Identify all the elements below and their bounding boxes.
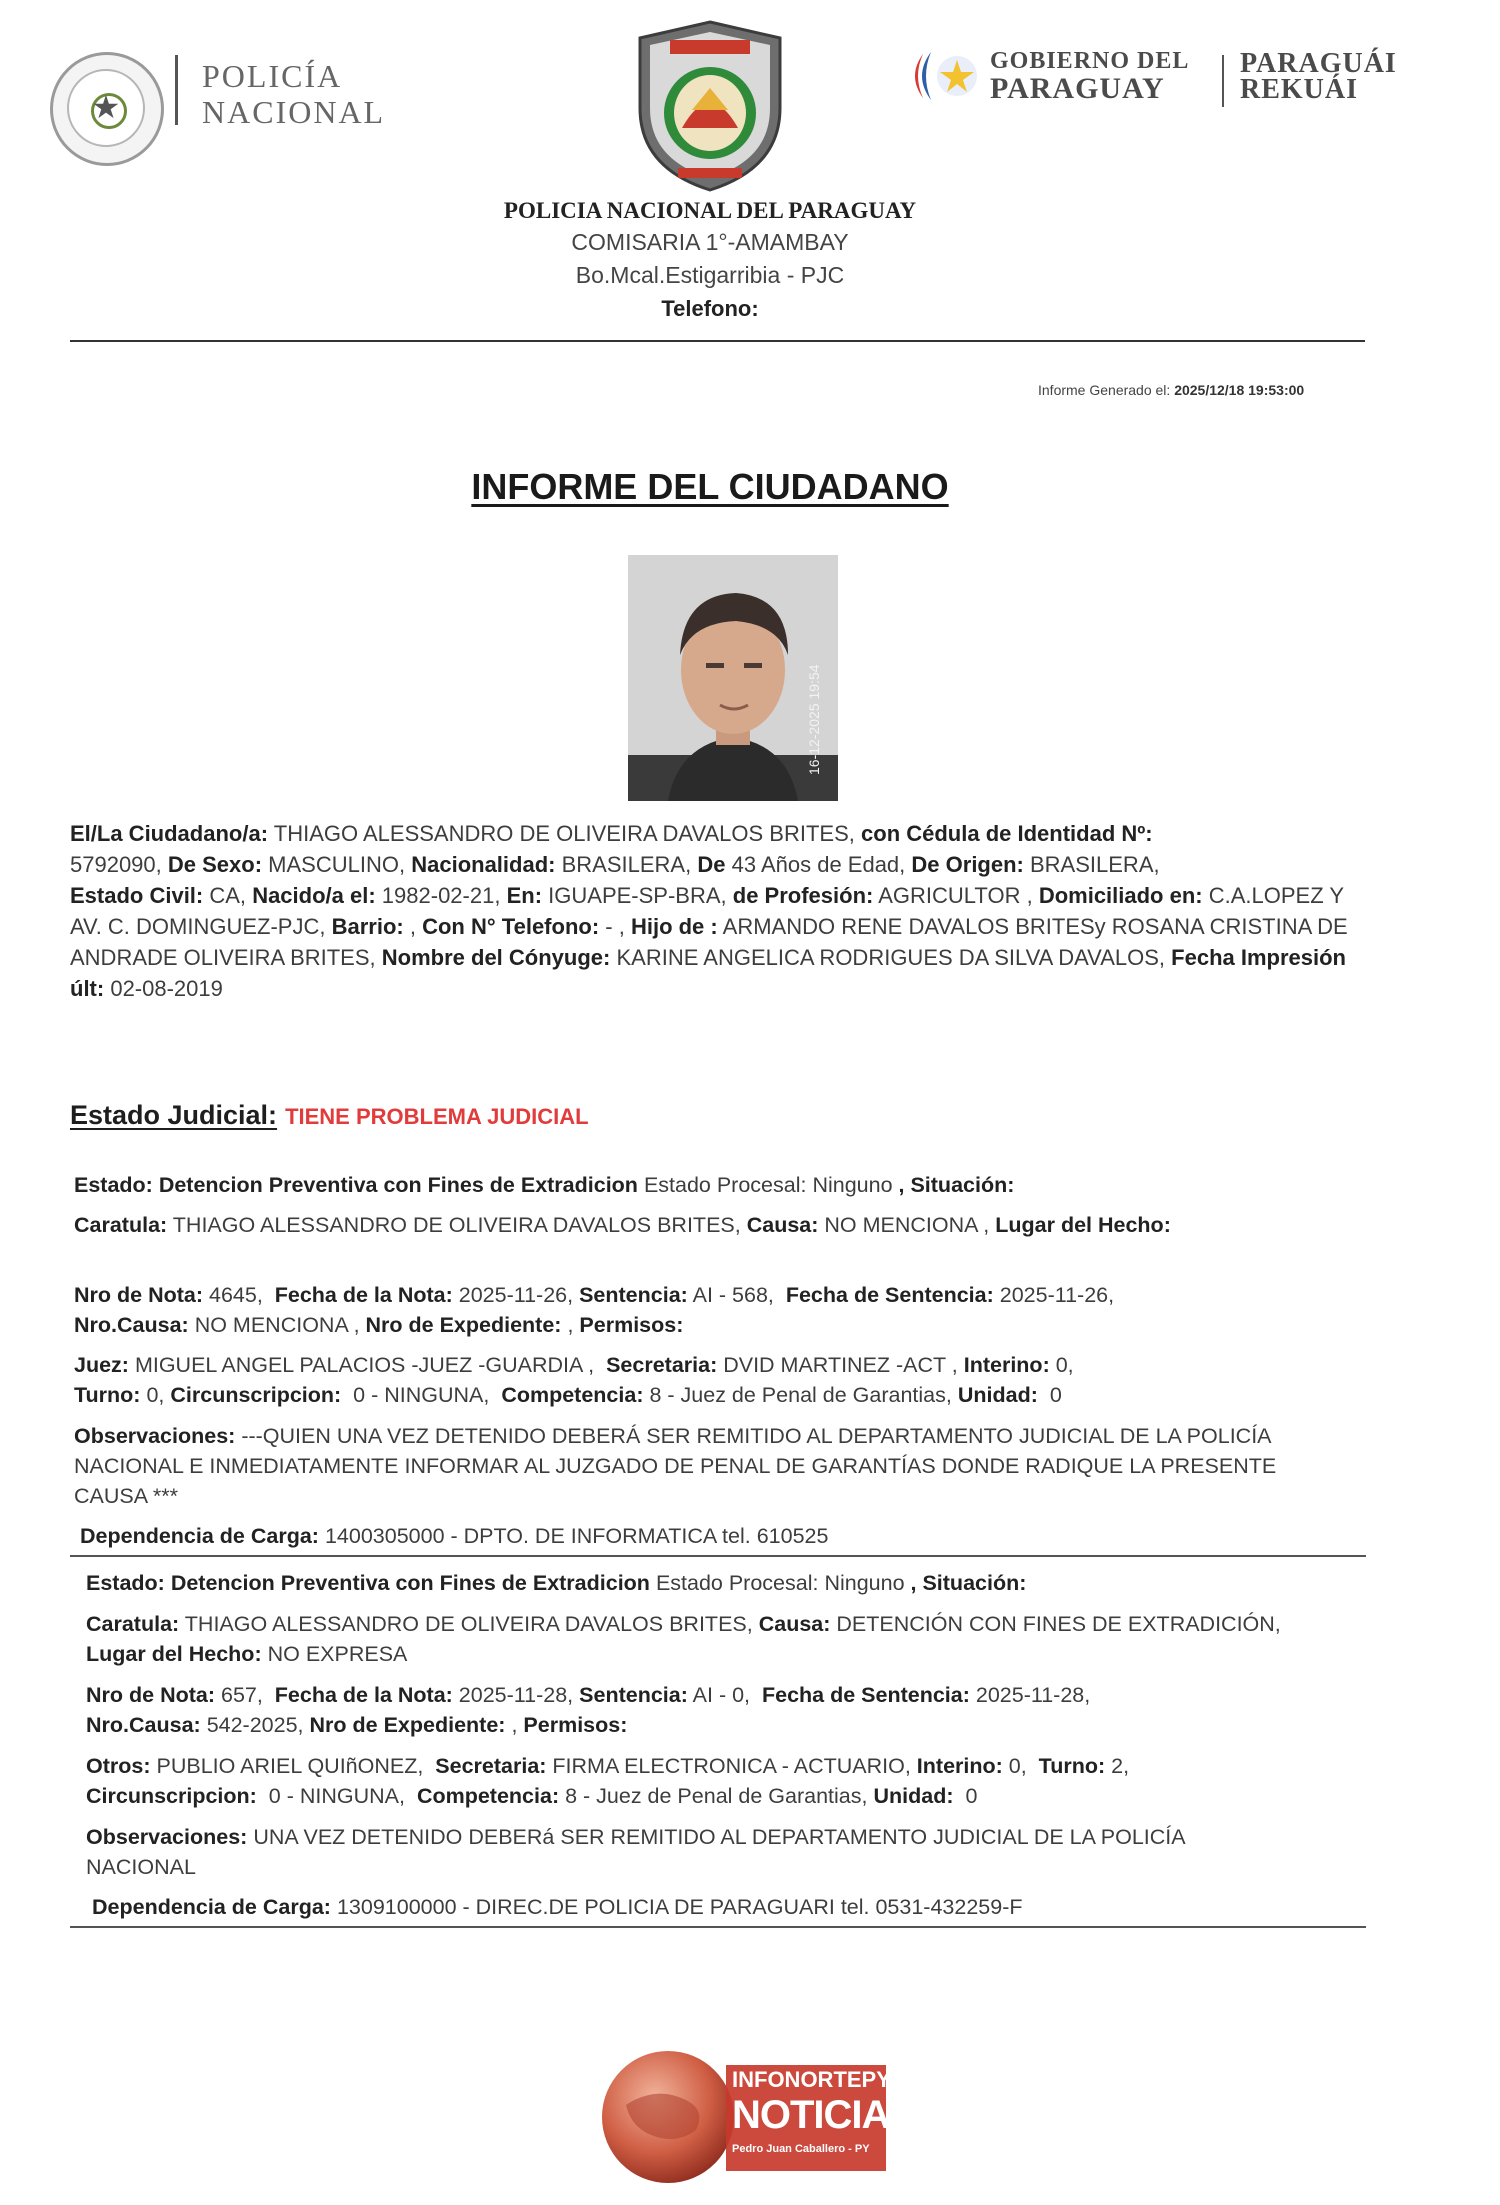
label-dependencia: Dependencia de Carga:	[80, 1524, 319, 1548]
record-causa: DETENCIÓN CON FINES DE EXTRADICIÓN,	[836, 1612, 1281, 1636]
label-circunscripcion: Circunscripcion:	[86, 1784, 257, 1808]
label-origin: De Origen:	[911, 852, 1024, 877]
label-unidad: Unidad:	[873, 1784, 954, 1808]
record-separator	[70, 1926, 1366, 1928]
gov-divider	[1222, 55, 1224, 107]
label-civil: Estado Civil:	[70, 883, 204, 908]
document-title: INFORME DEL CIUDADANO	[471, 466, 949, 507]
citizen-place: IGUAPE-SP-BRA,	[548, 883, 727, 908]
header-address: Bo.Mcal.Estigarribia - PJC	[575, 262, 845, 288]
citizen-nationality: BRASILERA,	[561, 852, 692, 877]
citizen-photo	[628, 555, 838, 801]
label-turno: Turno:	[74, 1383, 141, 1407]
record-secretaria: DVID MARTINEZ -ACT ,	[723, 1353, 958, 1377]
label-observaciones: Observaciones:	[86, 1825, 248, 1849]
label-circunscripcion: Circunscripcion:	[170, 1383, 342, 1407]
record-fecha-sentencia: 2025-11-26,	[999, 1283, 1115, 1307]
record-fecha-nota: 2025-11-28,	[458, 1683, 574, 1707]
record-juez: MIGUEL ANGEL PALACIOS -JUEZ -GUARDIA ,	[134, 1353, 595, 1377]
citizen-age: 43 Años de Edad,	[731, 852, 906, 877]
label-interino: Interino:	[963, 1353, 1050, 1377]
record-nota: 4645,	[208, 1283, 263, 1307]
label-competencia: Competencia:	[416, 1784, 560, 1808]
record-nro-causa: NO MENCIONA ,	[194, 1313, 360, 1337]
label-secretaria: Secretaria:	[435, 1754, 547, 1778]
record-competencia: 8 - Juez de Penal de Garantias,	[565, 1784, 868, 1808]
record-fecha-nota: 2025-11-26,	[458, 1283, 574, 1307]
gov-name-line1: GOBIERNO DEL	[990, 48, 1190, 74]
label-expediente: Nro de Expediente:	[309, 1713, 506, 1737]
citizen-ci: 5792090,	[70, 852, 162, 877]
org-name-line1: POLICÍA	[202, 58, 343, 94]
label-estado: Estado:	[86, 1571, 165, 1595]
record-caratula: THIAGO ALESSANDRO DE OLIVEIRA DAVALOS BRITES,	[172, 1213, 741, 1237]
record-fecha-sentencia: 2025-11-28,	[975, 1683, 1091, 1707]
citizen-details	[70, 818, 1370, 1004]
label-de: De	[697, 852, 726, 877]
label-fecha-nota: Fecha de la Nota:	[274, 1683, 453, 1707]
national-seal-icon: ★	[50, 52, 164, 166]
label-unidad: Unidad:	[957, 1383, 1038, 1407]
label-caratula: Caratula:	[86, 1612, 180, 1636]
news-logo	[596, 2045, 916, 2185]
citizen-name: THIAGO ALESSANDRO DE OLIVEIRA DAVALOS BRITES,	[273, 821, 855, 846]
label-nationality: Nacionalidad:	[411, 852, 556, 877]
record-1-caratula	[74, 1210, 1294, 1240]
record-lugar: NO EXPRESA	[267, 1642, 408, 1666]
logo-line1: INFONORTEPY	[732, 2067, 891, 2092]
record-procesal: Estado Procesal: Ninguno	[643, 1173, 893, 1197]
record-secretaria: FIRMA ELECTRONICA - ACTUARIO,	[552, 1754, 911, 1778]
header-rule	[70, 340, 1365, 342]
record-nro-causa: 542-2025,	[206, 1713, 304, 1737]
label-secretaria: Secretaria:	[606, 1353, 718, 1377]
record-sentencia: AI - 0,	[692, 1683, 751, 1707]
record-1-juez	[74, 1350, 1364, 1410]
label-nota: Nro de Nota:	[74, 1283, 203, 1307]
label-otros: Otros:	[86, 1754, 151, 1778]
record-dependencia: 1400305000 - DPTO. DE INFORMATICA tel. 610525	[324, 1524, 829, 1548]
header-title: POLICIA NACIONAL DEL PARAGUAY	[503, 198, 917, 223]
generated-timestamp	[1038, 382, 1304, 398]
citizen-profession: AGRICULTOR ,	[878, 883, 1033, 908]
label-fecha-nota: Fecha de la Nota:	[274, 1283, 453, 1307]
label-estado: Estado:	[74, 1173, 153, 1197]
label-interino: Interino:	[916, 1754, 1003, 1778]
record-circunscripcion: 0 - NINGUNA,	[268, 1784, 405, 1808]
label-fecha-sentencia: Fecha de Sentencia:	[785, 1283, 994, 1307]
generated-label: Informe Generado el:	[1038, 382, 1171, 398]
label-fecha-sentencia: Fecha de Sentencia:	[761, 1683, 970, 1707]
label-caratula: Caratula:	[74, 1213, 168, 1237]
citizen-phone: - ,	[605, 914, 625, 939]
label-sentencia: Sentencia:	[579, 1283, 688, 1307]
record-caratula: THIAGO ALESSANDRO DE OLIVEIRA DAVALOS BRITES,	[184, 1612, 753, 1636]
record-sentencia: AI - 568,	[692, 1283, 774, 1307]
label-born: Nacido/a el:	[252, 883, 376, 908]
paraguay-flag-icon	[905, 50, 985, 102]
citizen-origin: BRASILERA,	[1030, 852, 1160, 877]
label-lugar: Lugar del Hecho:	[995, 1213, 1171, 1237]
label-nota: Nro de Nota:	[86, 1683, 215, 1707]
record-nota: 657,	[220, 1683, 263, 1707]
judicial-status	[70, 1100, 589, 1131]
record-2-estado	[86, 1568, 1366, 1598]
brand-line2: REKUÁI	[1240, 74, 1359, 105]
label-situacion: , Situación:	[910, 1571, 1027, 1595]
judicial-status-label: Estado Judicial:	[70, 1100, 278, 1130]
record-interino: 0,	[1055, 1353, 1074, 1377]
label-sentencia: Sentencia:	[579, 1683, 688, 1707]
photo-timestamp: 16-12-2025 19:54	[806, 664, 822, 775]
label-barrio: Barrio:	[331, 914, 404, 939]
record-otros: PUBLIO ARIEL QUIñONEZ,	[156, 1754, 424, 1778]
citizen-born: 1982-02-21,	[381, 883, 501, 908]
label-citizen: El/La Ciudadano/a:	[70, 821, 269, 846]
record-2-caratula	[86, 1609, 1326, 1669]
label-spouse: Nombre del Cónyuge:	[381, 945, 611, 970]
record-dependencia: 1309100000 - DIREC.DE POLICIA DE PARAGUARI tel. 0531-432259-F	[336, 1895, 1023, 1919]
label-expediente: Nro de Expediente:	[365, 1313, 562, 1337]
record-observaciones: UNA VEZ DETENIDO DEBERá SER REMITIDO AL DEPARTAMENTO JUDICIAL DE LA POLICÍA NACIONAL	[86, 1825, 1185, 1879]
police-badge-icon	[630, 18, 790, 193]
generated-value: 2025/12/18 19:53:00	[1174, 382, 1305, 398]
label-profession: de Profesión:	[732, 883, 874, 908]
record-2-nota	[86, 1680, 1366, 1740]
label-observaciones: Observaciones:	[74, 1424, 236, 1448]
label-situacion: , Situación:	[898, 1173, 1015, 1197]
record-2-otros	[86, 1751, 1366, 1811]
header-divider	[175, 55, 178, 125]
citizen-parents: ARMANDO RENE DAVALOS BRITESy ROSANA CRISTINA DE ANDRADE OLIVEIRA BRITES,	[70, 914, 1348, 970]
label-competencia: Competencia:	[501, 1383, 644, 1407]
record-expediente: ,	[511, 1713, 518, 1737]
logo-line2: NOTICIAS	[732, 2093, 916, 2137]
label-place: En:	[506, 883, 543, 908]
record-competencia: 8 - Juez de Penal de Garantias,	[649, 1383, 952, 1407]
label-causa: Causa:	[746, 1213, 819, 1237]
label-print-date: Fecha Impresión últ:	[70, 945, 1346, 1001]
citizen-spouse: KARINE ANGELICA RODRIGUES DA SILVA DAVALOS,	[616, 945, 1166, 970]
record-causa: NO MENCIONA ,	[824, 1213, 990, 1237]
label-nro-causa: Nro.Causa:	[86, 1713, 201, 1737]
record-2-dependencia	[92, 1892, 1362, 1922]
brand-line1: PARAGUÁI	[1240, 48, 1397, 79]
record-separator	[70, 1555, 1366, 1557]
record-observaciones: ---QUIEN UNA VEZ DETENIDO DEBERÁ SER REMITIDO AL DEPARTAMENTO JUDICIAL DE LA POLICÍA NACIONAL E INMEDIATAMENTE INFORMAR AL JUZGADO DE PENAL DE GARANTÍAS DONDE RADIQUE LA PRESENTE CAUSA ***	[74, 1424, 1277, 1508]
citizen-civil: CA,	[209, 883, 247, 908]
judicial-status-value: TIENE PROBLEMA JUDICIAL	[285, 1104, 589, 1129]
label-nro-causa: Nro.Causa:	[74, 1313, 189, 1337]
label-juez: Juez:	[74, 1353, 129, 1377]
label-phone: Con N° Telefono:	[422, 914, 600, 939]
record-turno: 0,	[146, 1383, 165, 1407]
label-address: Domiciliado en:	[1038, 883, 1203, 908]
label-lugar: Lugar del Hecho:	[86, 1642, 262, 1666]
header-station: COMISARIA 1°-AMAMBAY	[571, 229, 849, 255]
label-sex: De Sexo:	[167, 852, 263, 877]
label-ci: con Cédula de Identidad Nº:	[861, 821, 1153, 846]
record-turno: 2,	[1111, 1754, 1130, 1778]
record-2-observaciones	[86, 1822, 1296, 1882]
record-circunscripcion: 0 - NINGUNA,	[353, 1383, 490, 1407]
gov-name-line2: PARAGUAY	[990, 72, 1165, 105]
citizen-sex: MASCULINO,	[268, 852, 406, 877]
label-permisos: Permisos:	[523, 1713, 628, 1737]
record-estado-value: Detencion Preventiva con Fines de Extradicion	[158, 1173, 638, 1197]
label-parents: Hijo de :	[630, 914, 718, 939]
citizen-barrio: ,	[409, 914, 416, 939]
citizen-address: C.A.LOPEZ Y AV. C. DOMINGUEZ-PJC,	[70, 883, 1344, 939]
record-1-nota	[74, 1280, 1364, 1340]
record-estado-value: Detencion Preventiva con Fines de Extradicion	[170, 1571, 650, 1595]
citizen-print-date: 02-08-2019	[110, 976, 223, 1001]
record-1-estado	[74, 1170, 1364, 1200]
record-1-observaciones	[74, 1421, 1284, 1511]
record-1-dependencia	[80, 1521, 1360, 1551]
org-name-line2: NACIONAL	[202, 94, 386, 130]
record-unidad: 0	[1049, 1383, 1062, 1407]
label-turno: Turno:	[1038, 1754, 1106, 1778]
label-permisos: Permisos:	[579, 1313, 684, 1337]
record-unidad: 0	[965, 1784, 978, 1808]
record-expediente: ,	[567, 1313, 574, 1337]
record-interino: 0,	[1008, 1754, 1027, 1778]
record-procesal: Estado Procesal: Ninguno	[655, 1571, 905, 1595]
label-dependencia: Dependencia de Carga:	[92, 1895, 331, 1919]
header-phone-label: Telefono:	[661, 296, 759, 321]
logo-line3: Pedro Juan Caballero - PY	[732, 2143, 870, 2155]
label-causa: Causa:	[758, 1612, 831, 1636]
